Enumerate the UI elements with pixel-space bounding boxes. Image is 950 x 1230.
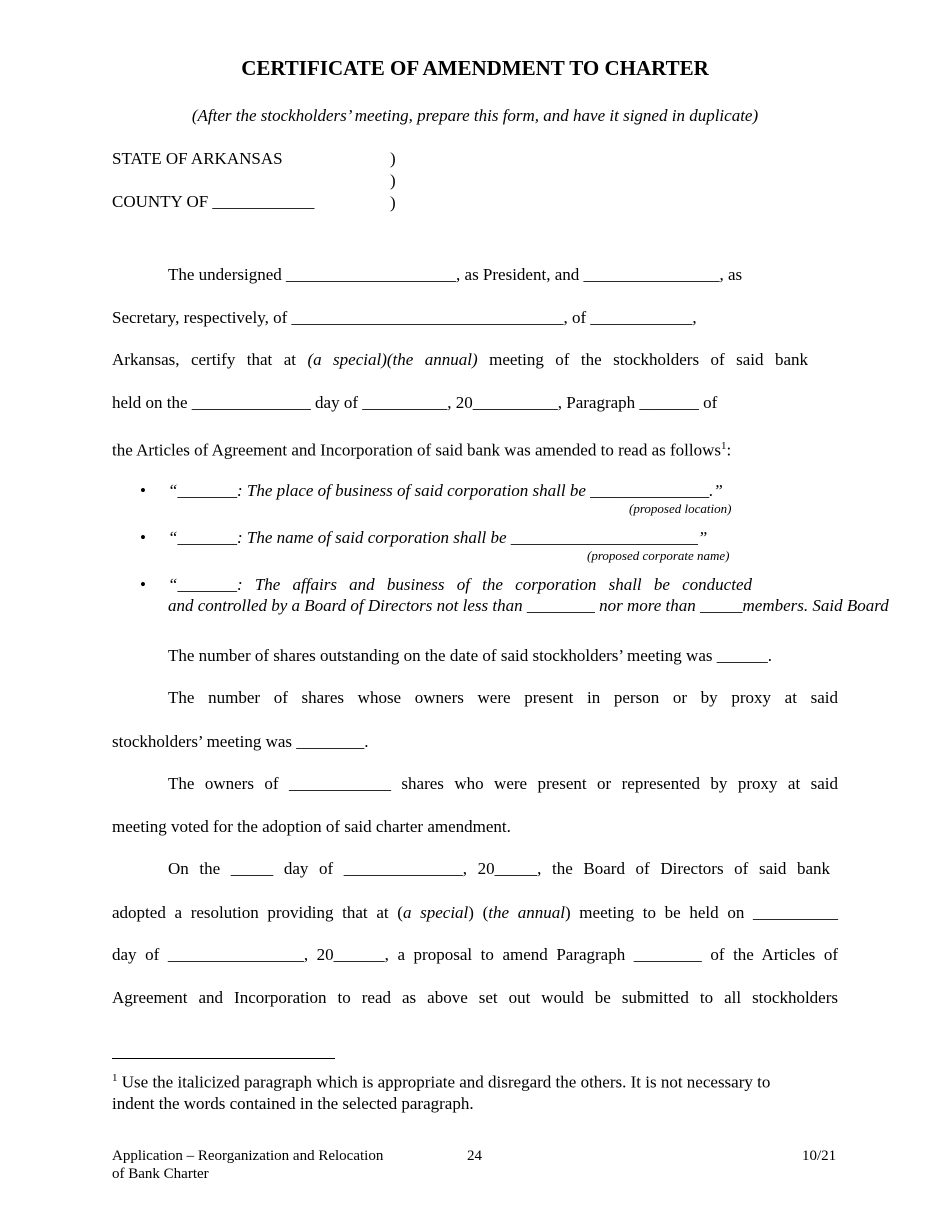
footnote-ref: 1 — [720, 440, 727, 452]
bullet-3-clip — [168, 595, 950, 618]
para-board-c: day of ________________, 20______, a proposal to amend Paragraph ________ of the Articles of — [112, 945, 838, 964]
document-title: CERTIFICATE OF AMENDMENT TO CHARTER — [241, 56, 709, 80]
bullet-icon: • — [140, 528, 146, 547]
venue-county: COUNTY OF ____________ — [112, 192, 315, 211]
footer-page-number: 24 — [467, 1148, 482, 1164]
bullet-icon: • — [140, 575, 146, 594]
bullet-3-text-b: and controlled by a Board of Directors not less than ________ nor more than _____members. Said Board — [168, 596, 889, 615]
footer-left — [112, 1147, 383, 1183]
para-owners-a: The owners of ____________ shares who were present or represented by proxy at said — [168, 774, 838, 793]
body-line-2: Secretary, respectively, of ________________________________, of ____________, — [112, 308, 697, 327]
body-line-3-b: (a special)(the annual) — [307, 350, 478, 369]
para-board-a: On the _____ day of ______________, 20_____, the Board of Directors of said bank — [168, 859, 830, 878]
footer-left-2: of Bank Charter — [112, 1166, 209, 1182]
bullet-3-text-a: “_______: The affairs and business of the corporation shall be conducted — [168, 575, 752, 594]
body-line-4: held on the ______________ day of __________, 20__________, Paragraph _______ of — [112, 393, 718, 412]
para-board-d: Agreement and Incorporation to read as above set out would be submitted to all stockholders — [112, 988, 838, 1007]
bullet-1-note: (proposed location) — [629, 501, 732, 516]
footer-left-1: Application – Reorganization and Relocation — [112, 1148, 384, 1164]
venue-paren-1: ) — [390, 149, 396, 168]
venue-paren-3: ) — [390, 193, 396, 212]
bullet-1-text: “_______: The place of business of said corporation shall be ______________.” — [168, 481, 723, 500]
footnote-mark: 1 — [112, 1072, 118, 1084]
para-board-b-1: adopted a resolution providing that at ( — [112, 903, 403, 922]
bullet-icon: • — [140, 481, 146, 500]
para-shares-present-b: stockholders’ meeting was ________. — [112, 732, 369, 751]
footnote-text-2: indent the words contained in the selected paragraph. — [112, 1093, 474, 1113]
bullet-2-note: (proposed corporate name) — [587, 548, 730, 563]
bullet-2-text: “_______: The name of said corporation shall be ______________________” — [168, 528, 708, 547]
body-line-3-a: Arkansas, certify that at — [112, 350, 296, 369]
venue-state: STATE OF ARKANSAS — [112, 149, 283, 168]
footnote-text-1: Use the italicized paragraph which is appropriate and disregard the others. It is not necessary to — [121, 1072, 771, 1092]
document-subtitle: (After the stockholders’ meeting, prepare this form, and have it signed in duplicate) — [191, 106, 759, 125]
para-board-b-2: a special — [402, 903, 469, 922]
venue-paren-2: ) — [390, 171, 396, 190]
body-line-5-end: : — [726, 440, 732, 460]
para-board-b-4: the annual — [488, 903, 565, 922]
body-line-5-text: the Articles of Agreement and Incorporation of said bank was amended to read as follows — [112, 440, 721, 460]
footnote — [112, 1068, 838, 1114]
para-board-b-3: ) ( — [468, 903, 489, 922]
body-line-5 — [112, 435, 802, 462]
body-line-3-c: meeting of the stockholders of said bank — [489, 350, 809, 369]
para-shares-present-a: The number of shares whose owners were present in person or by proxy at said — [168, 688, 838, 707]
para-owners-b: meeting voted for the adoption of said charter amendment. — [112, 817, 511, 836]
para-board-b-5: ) meeting to be held on __________ — [564, 903, 838, 922]
footnote-separator — [112, 1058, 335, 1059]
para-board-b — [112, 902, 838, 924]
footer-date: 10/21 — [802, 1148, 837, 1164]
para-shares-outstanding: The number of shares outstanding on the date of said stockholders’ meeting was ______. — [168, 646, 772, 665]
body-line-1: The undersigned ____________________, as President, and ________________, as — [168, 265, 743, 284]
body-line-3 — [112, 349, 808, 371]
